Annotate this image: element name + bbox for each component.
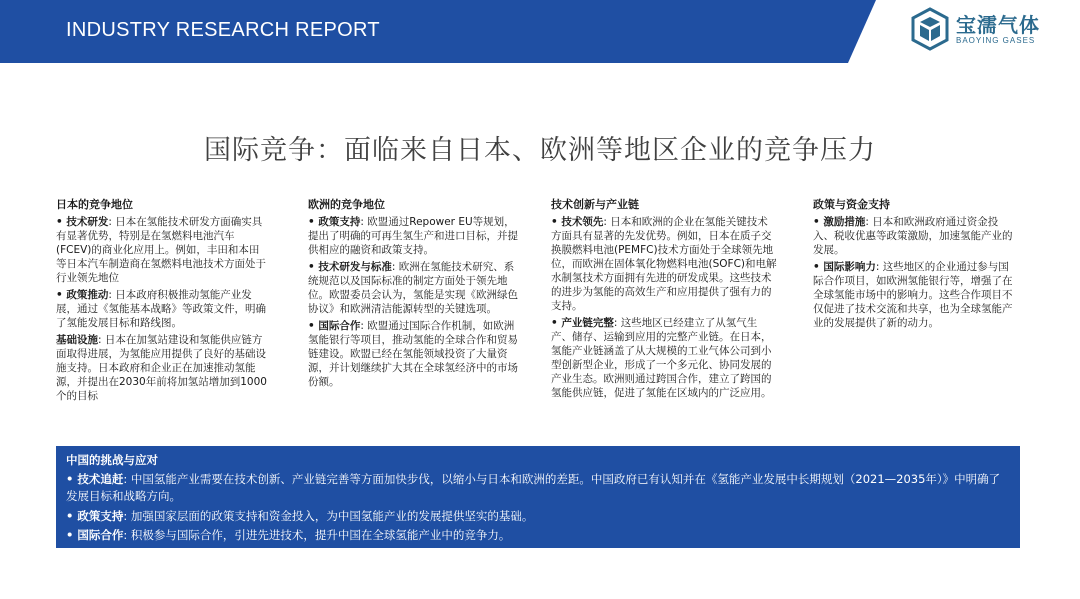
list-item: • 技术领先: 日本和欧洲的企业在氢能关键技术方面具有显著的先发优势。例如，日本在质子交换膜燃料电池(PEMFC)技术方面处于全球领先地位，而欧洲在固体氧化物燃料电池(SOFC)和电解水制氢技术方面拥有先进的研发成果。这些技术的进步为氢能的高效生产和应用提供了强有力的支持。	[551, 216, 777, 312]
china-challenge-box	[56, 446, 1020, 548]
column-policy-funding	[813, 198, 1013, 333]
list-item: • 技术追赶: 中国氢能产业需要在技术创新、产业链完善等方面加快步伐，以缩小与日本和欧洲的差距。中国政府已有认知并在《氢能产业发展中长期规划（2021—2035年）》中明确了发展目标和战略方向。	[66, 471, 1001, 503]
column-heading: 政策与资金支持	[813, 198, 890, 211]
list-item: • 国际合作: 积极参与国际合作，引进先进技术，提升中国在全球氢能产业中的竞争力。	[66, 528, 511, 542]
list-item: 基础设施: 日本在加氢站建设和氢能供应链方面取得进展，为氢能应用提供了良好的基础设施支持。日本政府和企业正在加速推动氢能源，并提出在2030年前将加氢站增加到1000个的目标	[56, 334, 267, 402]
list-item: • 政策支持: 加强国家层面的政策支持和资金投入，为中国氢能产业的发展提供坚实的基础。	[66, 508, 534, 523]
list-item: • 激励措施: 日本和欧洲政府通过资金投入、税收优惠等政策激励，加速氢能产业的发展。	[813, 216, 1013, 256]
list-item: • 国际合作: 欧盟通过国际合作机制，如欧洲氢能银行等项目，推动氢能的全球合作和贸易链建设。欧盟已经在氢能领域投资了大量资源，并计划继续扩大其在全球氢经济中的市场份额。	[308, 320, 518, 388]
list-item: • 政策支持: 欧盟通过Repower EU等规划，提出了明确的可再生氢生产和进口目标，并提供相应的融资和政策支持。	[308, 216, 518, 256]
report-title: INDUSTRY RESEARCH REPORT	[66, 19, 380, 41]
company-logo	[860, 7, 1060, 55]
column-japan	[56, 198, 268, 406]
logo-english-name: BAOYING GASES	[956, 36, 1036, 45]
column-heading: 日本的竞争地位	[56, 198, 133, 211]
column-heading: 欧洲的竞争地位	[308, 198, 385, 211]
header-bar	[0, 0, 1080, 63]
list-item: • 政策推动: 日本政府积极推动氢能产业发展，通过《氢能基本战略》等政策文件，明确了氢能发展目标和路线图。	[56, 289, 266, 329]
list-item: • 产业链完整: 这些地区已经建立了从氢气生产、储存、运输到应用的完整产业链。在日本，氢能产业链涵盖了从大规模的工业气体公司到小型创新型企业，形成了一个多元化、协同发展的产业生态。欧洲则通过跨国合作，建立了跨国的氢能供应链，促进了氢能在区域内的广泛应用。	[551, 317, 772, 399]
list-item: • 技术研发: 日本在氢能技术研发方面确实具有显著优势，特别是在氢燃料电池汽车(FCEV)的商业化应用上。例如，丰田和本田等日本汽车制造商在氢燃料电池技术方面处于行业领先地位	[56, 216, 266, 284]
column-tech-chain	[551, 198, 777, 403]
list-item: • 技术研发与标准: 欧洲在氢能技术研究、系统规范以及国际标准的制定方面处于领先地位。欧盟委员会认为，氢能是实现《欧洲绿色协议》和欧洲清洁能源转型的关键选项。	[308, 261, 518, 315]
column-heading: 技术创新与产业链	[551, 198, 639, 211]
logo-chinese-name: 宝濡气体	[956, 13, 1040, 37]
page-title: 国际竞争：面临来自日本、欧洲等地区企业的竞争压力	[204, 135, 876, 166]
column-europe	[308, 198, 520, 392]
list-item: • 国际影响力: 这些地区的企业通过参与国际合作项目，如欧洲氢能银行等，增强了在全球氢能市场中的影响力。这些合作项目不仅促进了技术交流和共享，也为全球氢能产业的发展提供了新的动力。	[813, 261, 1013, 329]
hexagon-cube-logo-icon	[910, 7, 950, 51]
challenge-heading: 中国的挑战与应对	[66, 453, 158, 467]
